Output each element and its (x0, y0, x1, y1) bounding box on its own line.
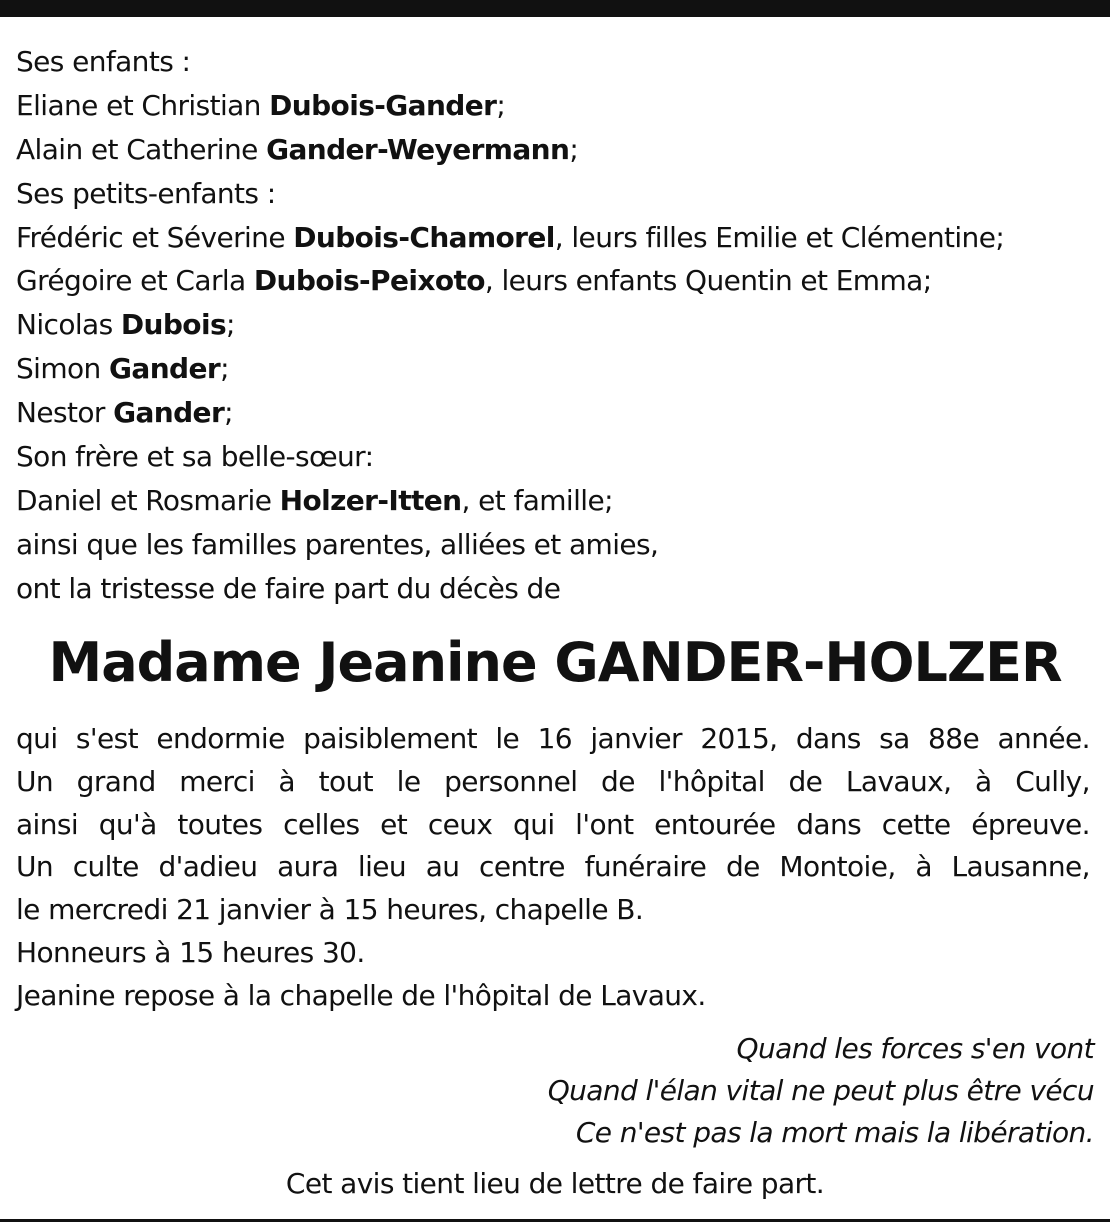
family-line (16, 479, 1104, 523)
family-line (16, 84, 1104, 128)
family-suffix: ; (224, 396, 233, 430)
poem-line: Quand l'élan vital ne peut plus être vécu (547, 1074, 1094, 1107)
details-line: le mercredi 21 janvier à 15 heures, chapelle B. (16, 893, 644, 927)
details-line: Jeanine repose à la chapelle de l'hôpital de Lavaux. (16, 978, 706, 1012)
family-line (16, 216, 1104, 260)
family-suffix: ; (226, 308, 235, 342)
family-surname: Gander (109, 352, 221, 386)
family-list (16, 40, 1104, 611)
family-text: Ses petits-enfants : (16, 176, 276, 210)
family-line (16, 347, 1104, 391)
poem-line: Quand les forces s'en vont (736, 1032, 1094, 1065)
details-line: qui s'est endormie paisiblement le 16 janvier 2015, dans sa 88e année. (16, 722, 1090, 755)
details-line: Un grand merci à tout le personnel de l'hôpital de Lavaux, à Cully, (16, 764, 1090, 798)
deceased-name: Madame Jeanine GANDER-HOLZER (48, 631, 1062, 694)
family-line (16, 523, 1104, 567)
family-text: Simon (16, 352, 110, 386)
family-surname: Dubois-Gander (269, 88, 497, 122)
bottom-rule (0, 1219, 1110, 1222)
family-line (16, 259, 1104, 303)
family-surname: Dubois-Peixoto (253, 264, 485, 298)
family-line (16, 567, 1104, 611)
family-surname: Holzer-Itten (279, 483, 462, 517)
family-text: ainsi que les familles parentes, alliées et amies, (16, 527, 659, 561)
family-suffix: ; (220, 352, 229, 386)
family-line (16, 172, 1104, 216)
family-suffix: , leurs filles Emilie et Clémentine; (554, 220, 1005, 254)
family-surname: Gander (113, 396, 225, 430)
poem-line: Ce n'est pas la mort mais la libération. (575, 1116, 1094, 1149)
details-line: Honneurs à 15 heures 30. (16, 935, 365, 969)
family-text: Grégoire et Carla (16, 264, 254, 298)
details-paragraph (16, 718, 1090, 1018)
family-suffix: ; (496, 88, 506, 122)
poem (374, 1028, 1094, 1154)
family-text: Frédéric et Séverine (16, 220, 294, 254)
family-text: Eliane et Christian (16, 88, 270, 122)
family-surname: Dubois (120, 308, 227, 342)
family-line (16, 128, 1104, 172)
family-line (16, 40, 1104, 84)
top-rule (0, 0, 1110, 17)
family-suffix: , leurs enfants Quentin et Emma; (484, 264, 932, 298)
family-text: ont la tristesse de faire part du décès de (16, 571, 561, 605)
family-text: Son frère et sa belle-sœur: (16, 440, 374, 474)
family-line (16, 435, 1104, 479)
family-text: Ses enfants : (16, 45, 191, 78)
family-text: Alain et Catherine (16, 132, 267, 166)
family-suffix: , et famille; (461, 483, 613, 517)
details-line: Un culte d'adieu aura lieu au centre funéraire de Montoie, à Lausanne, (16, 850, 1090, 884)
family-text: Daniel et Rosmarie (16, 483, 280, 517)
family-text: Nestor (16, 396, 114, 430)
family-line (16, 391, 1104, 435)
family-line (16, 303, 1104, 347)
family-surname: Gander-Weyermann (266, 132, 570, 166)
family-text: Nicolas (16, 308, 121, 342)
family-suffix: ; (569, 132, 579, 166)
family-surname: Dubois-Chamorel (293, 220, 555, 254)
closing-note: Cet avis tient lieu de lettre de faire part. (285, 1167, 825, 1200)
details-line: ainsi qu'à toutes celles et ceux qui l'ont entourée dans cette épreuve. (16, 807, 1090, 841)
